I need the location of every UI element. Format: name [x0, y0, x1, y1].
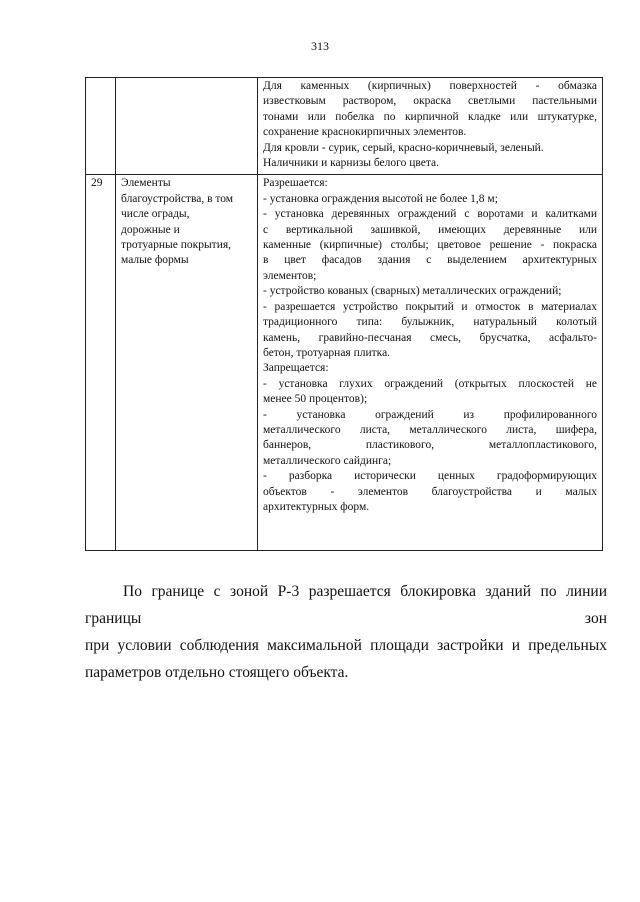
text-line: известковым раствором, окраска светлыми пастельными: [263, 95, 597, 108]
text-line: каменные (кирпичные) столбы; цветовое решение - покраска: [263, 239, 597, 252]
text-line: металлического сайдинга;: [263, 454, 392, 467]
text-line: числе ограды,: [121, 208, 190, 221]
trim-colors-text: Наличники и карнизы белого цвета.: [263, 157, 439, 170]
prohibited-heading: Запрещается:: [263, 362, 329, 375]
text-line: параметров отдельно стоящего объекта.: [85, 664, 349, 681]
row-number-cell: [86, 78, 116, 175]
text-line: камень, гравийно-песчаная смесь, брусчатка, асфальто-: [263, 331, 597, 344]
text-line: Для каменных (кирпичных) поверхностей - обмазка: [263, 80, 597, 92]
text-line: традиционного типа: булыжник, натуральный колотый: [263, 316, 597, 329]
requirements-cell: [258, 175, 603, 551]
text-line: - установка деревянных ограждений с воротами и калитками: [263, 208, 597, 221]
text-line: малые формы: [121, 254, 189, 267]
text-line: в цвет фасадов здания с выделением архитектурных: [263, 254, 597, 267]
regulations-table: [85, 77, 603, 551]
text-line: баннеров, пластикового, металлопластикового,: [263, 439, 597, 452]
element-cell: [116, 78, 258, 175]
table-row: [86, 175, 603, 551]
text-line: дорожные и: [121, 223, 180, 236]
requirements-cell: [258, 78, 603, 175]
table-row: [86, 78, 603, 175]
text-line: сохранение краснокирпичных элементов.: [263, 126, 467, 139]
text-line: - устройство кованых (сварных) металлических ограждений;: [263, 285, 562, 298]
text-line: архитектурных форм.: [263, 500, 370, 513]
text-line: - разборка исторически ценных градоформирующих: [263, 470, 597, 483]
footer-paragraph: [85, 578, 607, 686]
text-line: - установка глухих ограждений (открытых плоскостей не: [263, 377, 597, 390]
allowed-heading: Разрешается:: [263, 177, 328, 190]
text-line: тротуарные покрытия,: [121, 239, 232, 252]
text-line: менее 50 процентов);: [263, 393, 368, 406]
text-line: при условии соблюдения максимальной площади застройки и предельных: [85, 637, 607, 654]
text-line: с вертикальной зашивкой, имеющих деревянные или: [263, 223, 597, 236]
text-line: металлического листа, металлического листа, шифера,: [263, 423, 597, 436]
text-line: благоустройства, в том: [121, 192, 234, 205]
text-line: - установка ограждений из профилированного: [263, 408, 597, 421]
text-line: По границе с зоной Р-3 разрешается блокировка зданий по линии границы зон: [85, 583, 607, 627]
text-line: объектов - элементов благоустройства и малых: [263, 485, 597, 498]
text-line: - установка ограждения высотой не более 1,8 м;: [263, 192, 498, 205]
text-line: - разрешается устройство покрытий и отмосток в материалах: [263, 300, 597, 313]
element-cell: [116, 175, 258, 551]
text-line: элементов;: [263, 269, 317, 282]
row-number-cell: 29: [86, 175, 116, 551]
text-line: бетон, тротуарная плитка.: [263, 346, 391, 359]
text-line: тонами или побелка по кирпичной кладке или штукатурке,: [263, 110, 597, 123]
page-number: 313: [311, 39, 329, 53]
roof-colors-text: Для кровли - сурик, серый, красно-коричневый, зеленый.: [263, 141, 544, 154]
text-line: Элементы: [121, 177, 171, 190]
